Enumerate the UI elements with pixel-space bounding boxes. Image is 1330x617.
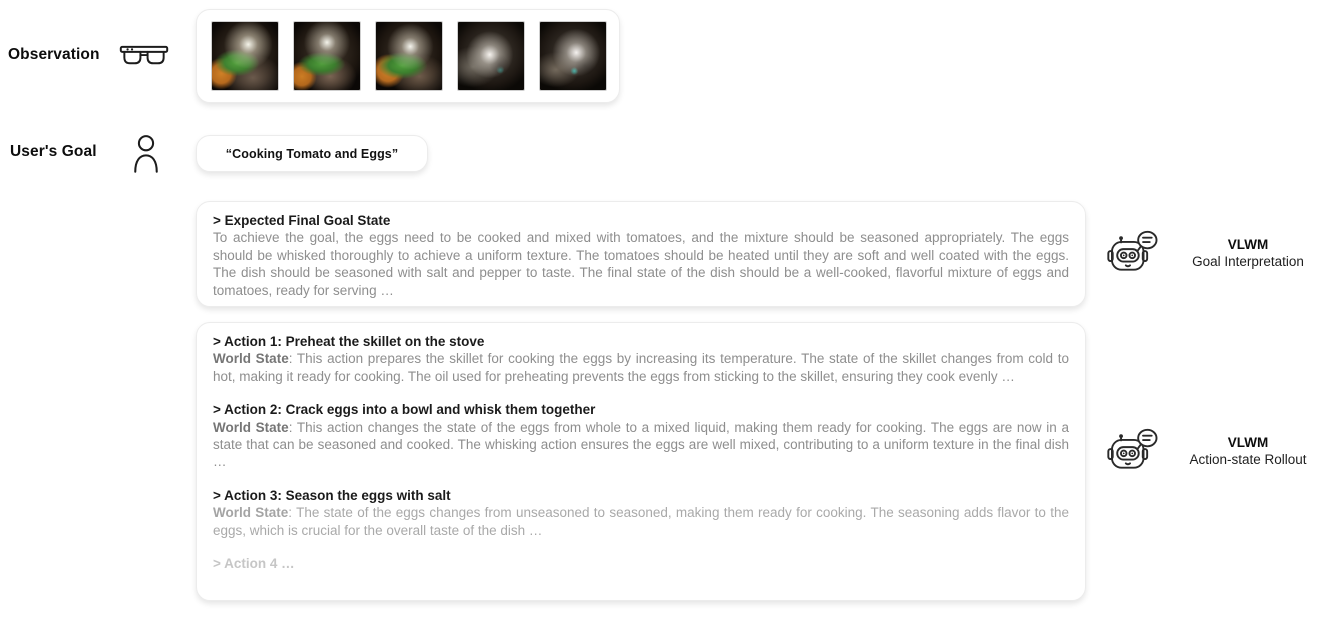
user-goal-label: User's Goal <box>10 143 97 160</box>
vlwm-title: VLWM <box>1227 435 1269 450</box>
world-state-label: World State <box>213 419 289 435</box>
action-2-title: > Action 2: Crack eggs into a bowl and whisk them together <box>213 402 596 418</box>
action-state-rollout-card <box>196 322 1086 601</box>
vlwm-subtitle: Action-state Rollout <box>1189 452 1307 467</box>
observation-frames-card <box>196 9 620 103</box>
world-state-text: : The state of the eggs changes from unseasoned to seasoned, making them ready for cooking. The seasoning adds flavor to the eggs, which is crucial for the overall taste of the dish … <box>213 505 1069 538</box>
observation-label: Observation <box>8 46 100 63</box>
observation-frame-4 <box>457 21 525 91</box>
vlwm-title: VLWM <box>1227 237 1269 252</box>
observation-frame-3 <box>375 21 443 91</box>
action-2-block <box>213 401 1069 471</box>
observation-frame-1 <box>211 21 279 91</box>
action-1-block <box>213 333 1069 385</box>
world-state-label: World State <box>213 351 289 367</box>
user-goal-bubble <box>196 135 428 172</box>
action-3-title: > Action 3: Season the eggs with salt <box>213 487 451 503</box>
expected-final-goal-state-title: > Expected Final Goal State <box>213 213 391 228</box>
action-4-title: > Action 4 … <box>213 556 295 572</box>
action-1-title: > Action 1: Preheat the skillet on the stove <box>213 334 485 349</box>
action-3-block <box>213 487 1069 539</box>
smart-glasses-icon <box>119 44 169 69</box>
user-goal-quote: “Cooking Tomato and Eggs” <box>225 146 399 161</box>
expected-final-goal-state-body: To achieve the goal, the eggs need to be cooked and mixed with tomatoes, and the mixture should be seasoned appropriately. The eggs should be whisked thoroughly to achieve a uniform texture. The tomatoes should be heated until they are soft and well coated with the eggs. The dish should be seasoned with salt and pepper to taste. The final state of the dish should be a well-cooked, flavorful mixture of eggs and tomatoes, ready for serving … <box>213 230 1069 298</box>
vlwm-goal-interpretation-label <box>1086 236 1330 270</box>
observation-frame-5 <box>539 21 607 91</box>
vlwm-subtitle: Goal Interpretation <box>1192 254 1304 269</box>
vlwm-action-state-rollout-label <box>1086 434 1330 468</box>
observation-frame-2 <box>293 21 361 91</box>
world-state-label: World State <box>213 505 289 521</box>
goal-interpretation-card <box>196 201 1086 307</box>
action-2-world-state <box>213 419 1069 471</box>
person-icon <box>132 134 160 173</box>
world-state-text: : This action prepares the skillet for cooking the eggs by increasing its temperature. The state of the skillet changes from cold to hot, making it ready for cooking. The oil used for preheating prevents the eggs from sticking to the skillet, ensuring they cook evenly … <box>213 351 1069 384</box>
action-1-world-state <box>213 350 1069 385</box>
action-4-block <box>213 555 1069 572</box>
world-state-text: : This action changes the state of the eggs from whole to a mixed liquid, making them ready for cooking. The eggs are now in a state that can be seasoned and cooked. The whisking action ensures the eggs are well mixed, contributing to a uniform texture in the final dish … <box>213 419 1069 470</box>
action-3-world-state <box>213 504 1069 539</box>
